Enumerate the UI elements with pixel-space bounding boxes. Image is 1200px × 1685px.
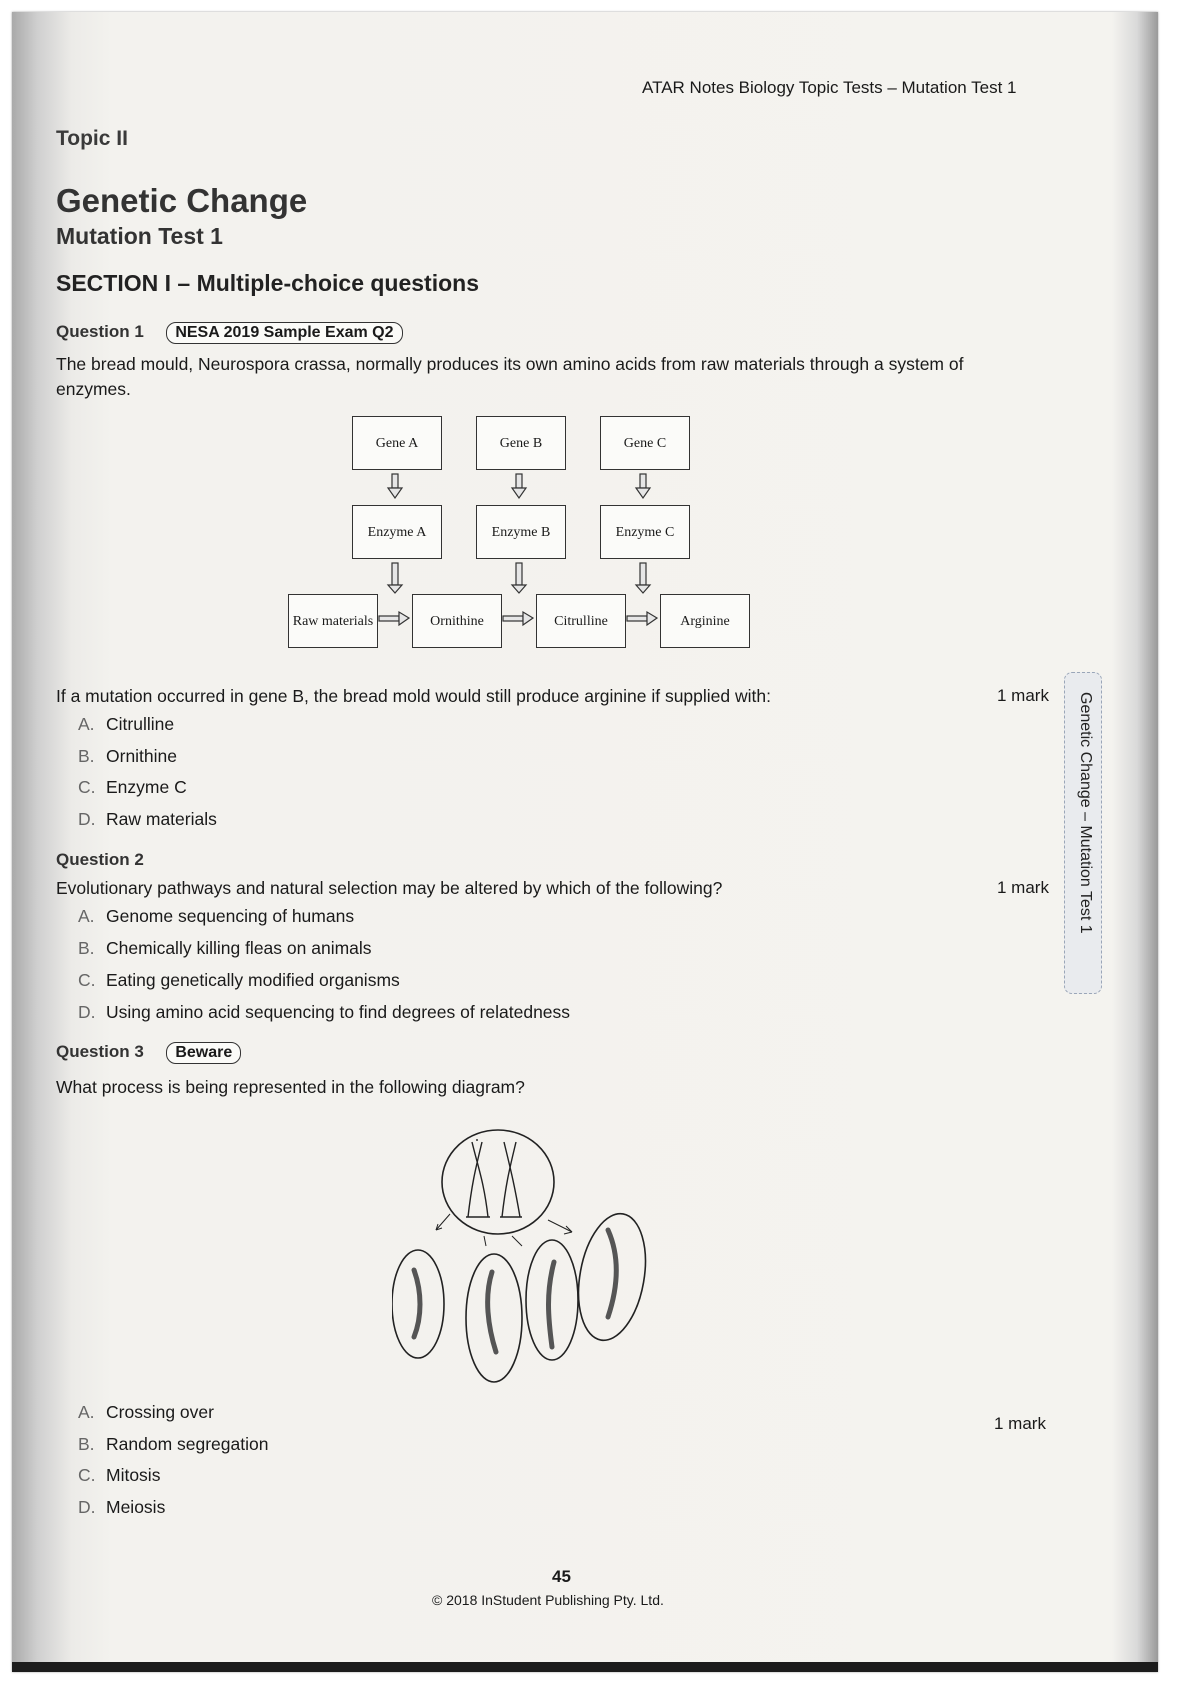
option-letter: A. (78, 1402, 95, 1422)
page-number: 45 (552, 1567, 571, 1586)
arrow-enzyme-b-down-icon (512, 563, 526, 593)
pathway-arrows (12, 12, 812, 712)
question-1-label: Question 1 (56, 322, 144, 341)
question-1-intro: The bread mould, Neurospora crassa, normally produces its own amino acids from raw materials through a system of enzymes. (56, 354, 964, 399)
cell-division-diagram (392, 1122, 672, 1392)
option-letter: B. (78, 1434, 95, 1454)
question-2-option-a[interactable] (78, 906, 354, 927)
question-2-option-d[interactable] (78, 1002, 570, 1023)
arrow-raw-to-ornithine-icon (379, 612, 409, 625)
question-1-option-c[interactable] (78, 777, 187, 798)
arrow-gene-a-down-icon (388, 474, 402, 498)
question-2-mark: 1 mark (997, 878, 1049, 897)
topic-title: Genetic Change (56, 182, 308, 219)
option-text: Chemically killing fleas on animals (106, 938, 372, 958)
question-1-mark: 1 mark (997, 686, 1049, 705)
copyright: © 2018 InStudent Publishing Pty. Ltd. (432, 1592, 664, 1608)
question-1-stem: If a mutation occurred in gene B, the bread mold would still produce arginine if supplied with: (56, 686, 771, 706)
ornithine-box: Ornithine (412, 594, 502, 648)
gene-a-box: Gene A (352, 416, 442, 470)
gene-c-box: Gene C (600, 416, 690, 470)
option-text: Meiosis (106, 1497, 166, 1517)
page (12, 12, 1158, 1672)
question-1-option-a[interactable] (78, 714, 174, 735)
question-2-option-b[interactable] (78, 938, 372, 959)
option-text: Ornithine (106, 746, 178, 766)
question-2-label: Question 2 (56, 850, 144, 869)
arrow-citrulline-to-arginine-icon (627, 612, 657, 625)
parent-cell (442, 1130, 554, 1234)
option-letter: D. (78, 1002, 96, 1022)
option-letter: C. (78, 777, 96, 797)
daughter-cell-1-chromosome (414, 1270, 420, 1337)
daughter-cell-4-chromosome (608, 1230, 616, 1317)
option-text: Eating genetically modified organisms (106, 970, 400, 990)
question-3-option-b[interactable] (78, 1434, 268, 1455)
question-1-tag: NESA 2019 Sample Exam Q2 (166, 322, 402, 344)
option-text: Random segregation (106, 1434, 269, 1454)
question-2-stem: Evolutionary pathways and natural selection may be altered by which of the following? (56, 878, 723, 898)
question-3-tag: Beware (166, 1042, 241, 1064)
question-3-option-d[interactable] (78, 1497, 165, 1518)
option-letter: C. (78, 1465, 96, 1485)
daughter-cell-3-chromosome (549, 1262, 555, 1347)
citrulline-box: Citrulline (536, 594, 626, 648)
arrow-gene-b-down-icon (512, 474, 526, 498)
question-1-option-d[interactable] (78, 809, 217, 830)
option-letter: D. (78, 809, 96, 829)
topic-label: Topic II (56, 127, 128, 150)
question-3-mark: 1 mark (994, 1414, 1046, 1433)
option-text: Mitosis (106, 1465, 161, 1485)
division-arrows-icon (436, 1214, 572, 1246)
daughter-cell-4 (569, 1208, 654, 1345)
gene-b-box: Gene B (476, 416, 566, 470)
option-text: Crossing over (106, 1402, 214, 1422)
parent-chromosome-right-icon (500, 1142, 522, 1217)
daughter-cell-2-chromosome (488, 1272, 496, 1352)
question-3-option-c[interactable] (78, 1465, 160, 1486)
enzyme-c-box: Enzyme C (600, 505, 690, 559)
running-header: ATAR Notes Biology Topic Tests – Mutation Test 1 (642, 78, 1017, 97)
question-2-option-c[interactable] (78, 970, 400, 991)
arginine-box: Arginine (660, 594, 750, 648)
question-3-header (56, 1042, 241, 1064)
option-text: Raw materials (106, 809, 217, 829)
option-text: Genome sequencing of humans (106, 906, 355, 926)
option-text: Citrulline (106, 714, 175, 734)
option-text: Using amino acid sequencing to find degrees of relatedness (106, 1002, 571, 1022)
question-3-stem: What process is being represented in the following diagram? (56, 1077, 525, 1097)
raw-materials-box: Raw materials (288, 594, 378, 648)
option-text: Enzyme C (106, 777, 187, 797)
arrow-enzyme-c-down-icon (636, 563, 650, 593)
option-letter: B. (78, 938, 95, 958)
question-3-option-a[interactable] (78, 1402, 214, 1423)
arrow-gene-c-down-icon (636, 474, 650, 498)
option-letter: D. (78, 1497, 96, 1517)
question-3-label: Question 3 (56, 1042, 144, 1061)
arrow-enzyme-a-down-icon (388, 563, 402, 593)
section-title: SECTION I – Multiple-choice questions (56, 270, 479, 296)
option-letter: B. (78, 746, 95, 766)
test-title: Mutation Test 1 (56, 223, 223, 249)
question-1-option-b[interactable] (78, 746, 177, 767)
option-letter: A. (78, 714, 95, 734)
enzyme-a-box: Enzyme A (352, 505, 442, 559)
arrow-ornithine-to-citrulline-icon (503, 612, 533, 625)
option-letter: A. (78, 906, 95, 926)
parent-chromosome-left-icon (466, 1140, 490, 1217)
enzyme-b-box: Enzyme B (476, 505, 566, 559)
page-bottom-edge (12, 1662, 1158, 1672)
side-tab-label: Genetic Change – Mutation Test 1 (1077, 692, 1094, 934)
option-letter: C. (78, 970, 96, 990)
